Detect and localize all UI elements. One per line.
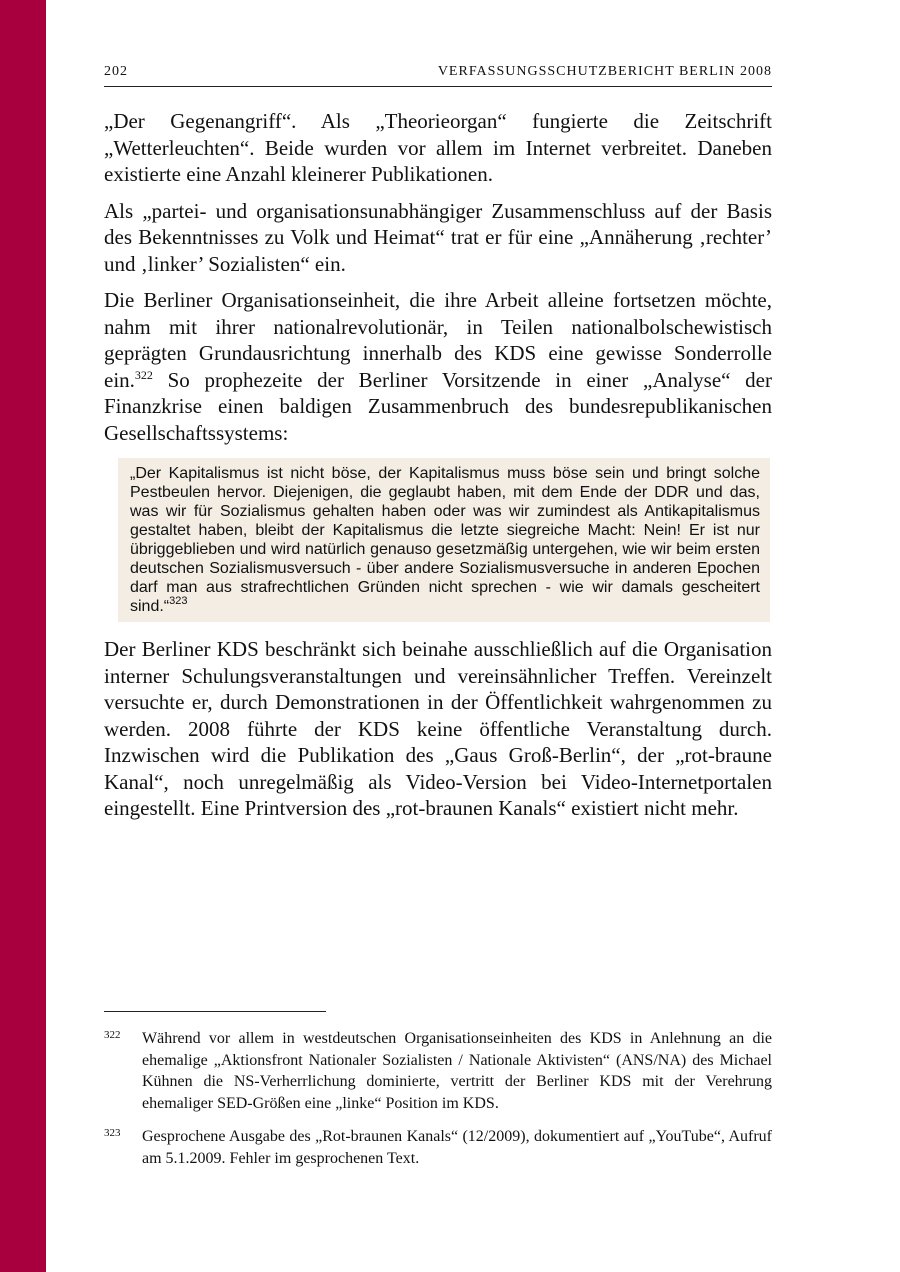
footnote-separator <box>104 1011 326 1012</box>
quote-text: „Der Kapitalismus ist nicht böse, der Kapitalismus muss böse sein und bringt solche Pestbeulen hervor. Diejenigen, die geglaubt haben, mit dem Ende der DDR und das, was wir für Sozialismus gehalten haben oder was wir zumindest als Antikapitalismus gestaltet haben, bleibt der Kapitalismus die letzte siegreiche Macht: Nein! Er ist nur übriggeblieben und wird natürlich genauso gesetzmäßig untergehen, wie wir beim ersten deutschen Sozialismusversuch - über andere Sozialismusversuche in anderen Epochen darf man aus strafrechtlichen Gründen nicht sprechen - wie wir damals gescheitert sind.“ <box>130 465 760 615</box>
footnote-ref-322[interactable]: 322 <box>134 367 153 382</box>
footnote-text: Während vor allem in westdeutschen Organisationseinheiten des KDS in Anlehnung an die ehemalige „Aktionsfront Nationaler Sozialisten / Nationale Aktivisten“ (ANS/NA) des Michael Kühnen die NS-Verherrlichung dominierte, vertritt der Berliner KDS mit der Verehrung ehemaliger SED-Größen eine „linke“ Position im KDS. <box>142 1030 772 1112</box>
footnote-322 <box>104 1028 772 1114</box>
paragraph-3 <box>104 287 772 446</box>
paragraph-3-text-b: So prophezeite der Berliner Vorsitzende in einer „Analyse“ der Finanzkrise einen baldigen Zusammenbruch des bundesrepublikanischen Gesellschaftssystems: <box>104 367 772 445</box>
running-title: VERFASSUNGSSCHUTZBERICHT BERLIN 2008 <box>437 64 772 79</box>
quote-block <box>118 458 770 622</box>
footnotes <box>104 1028 772 1181</box>
page-header <box>104 60 772 87</box>
footnote-text: Gesprochene Ausgabe des „Rot-braunen Kanals“ (12/2009), dokumentiert auf „YouTube“, Aufruf am 5.1.2009. Fehler im gesprochenen Text. <box>142 1128 772 1167</box>
page-number: 202 <box>104 64 128 79</box>
footnote-number: 322 <box>104 1029 121 1041</box>
main-text <box>104 108 772 822</box>
paragraph-2: Als „partei- und organisationsunabhängiger Zusammenschluss auf der Basis des Bekenntnisses zu Volk und Heimat“ trat er für eine „Annäherung ‚rechter’ und ‚linker’ Sozialisten“ ein. <box>104 198 772 276</box>
paragraph-4: Der Berliner KDS beschränkt sich beinahe ausschließlich auf die Organisation interner Schulungsveranstaltungen und vereinsähnlicher Treffen. Vereinzelt versuchte er, durch Demonstrationen in der Öffentlichkeit wahrgenommen zu werden. 2008 führte der KDS keine öffentliche Veranstaltung durch. Inzwischen wird die Publikation des „Gaus Groß-Berlin“, der „rot-braune Kanal“, noch unregelmäßig als Video-Version bei Video-Internetportalen eingestellt. Eine Printversion des „rot-braunen Kanals“ existiert nicht mehr. <box>104 637 772 820</box>
page-side-band <box>0 0 46 1272</box>
paragraph-1: „Der Gegenangriff“. Als „Theorieorgan“ fungierte die Zeitschrift „Wetterleuchten“. Beide wurden vor allem im Internet verbreitet. Daneben existierte eine Anzahl kleinerer Publikationen. <box>104 109 772 186</box>
footnote-ref-323[interactable]: 323 <box>169 595 188 607</box>
footnote-number: 323 <box>104 1127 121 1139</box>
paragraph-3-text-a: Die Berliner Organisationseinheit, die ihre Arbeit alleine fortsetzen möchte, nahm mit ihrer nationalrevolutionär, in Teilen nationalbolschewistisch geprägten Grundausrichtung innerhalb des KDS eine gewisse Sonderrolle ein. <box>104 288 772 392</box>
footnote-323 <box>104 1126 772 1169</box>
